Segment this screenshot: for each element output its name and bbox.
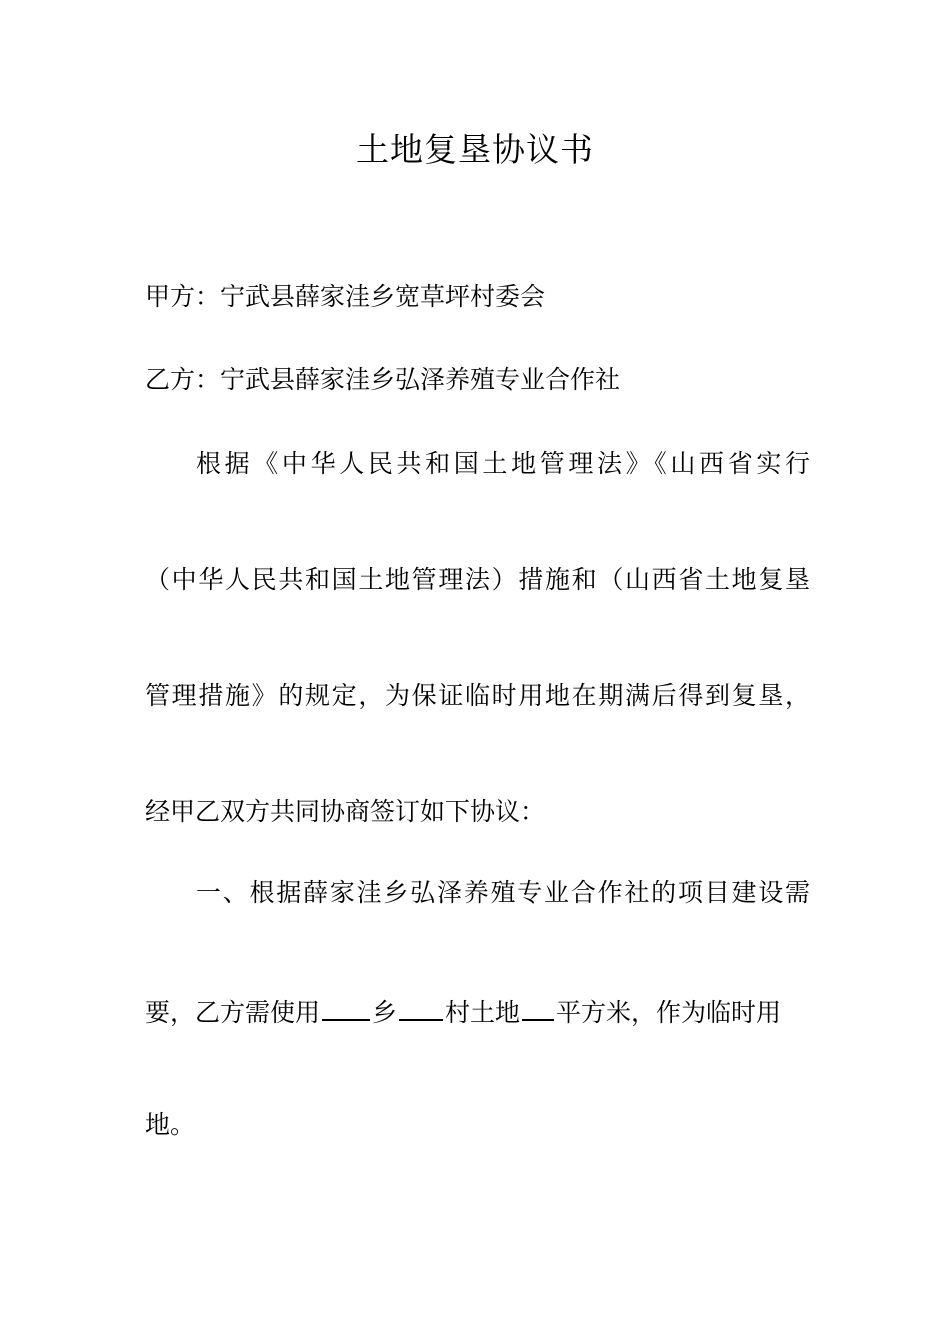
clause-1-text-part1: 要，乙方需使用 [145,998,321,1027]
party-b-line: 乙方：宁武县薛家洼乡弘泽养殖专业合作社 [145,365,621,394]
clause-1-text-part4: 平方米，作为临时用 [556,998,782,1027]
intro-line-1: 根据《中华人民共和国土地管理法》《山西省实行 [196,449,810,478]
party-a-line: 甲方：宁武县薛家洼乡宽草坪村委会 [145,282,546,311]
blank-township [322,993,370,1021]
intro-line-2: （中华人民共和国土地管理法）措施和（山西省土地复垦 [145,565,810,594]
clause-1-line-2 [145,993,810,1030]
clause-1-text-part2: 乡 [372,998,398,1027]
clause-1-text-part3: 村土地 [445,998,521,1027]
blank-village [399,993,443,1021]
intro-line-3: 管理措施》的规定，为保证临时用地在期满后得到复垦， [145,681,810,710]
document-title: 土地复垦协议书 [356,130,594,169]
intro-line-4: 经甲乙双方共同协商签订如下协议： [145,797,546,826]
blank-area [522,993,554,1021]
clause-1-line-1: 一、根据薛家洼乡弘泽养殖专业合作社的项目建设需 [196,878,810,907]
clause-1-line-3: 地。 [145,1110,196,1139]
